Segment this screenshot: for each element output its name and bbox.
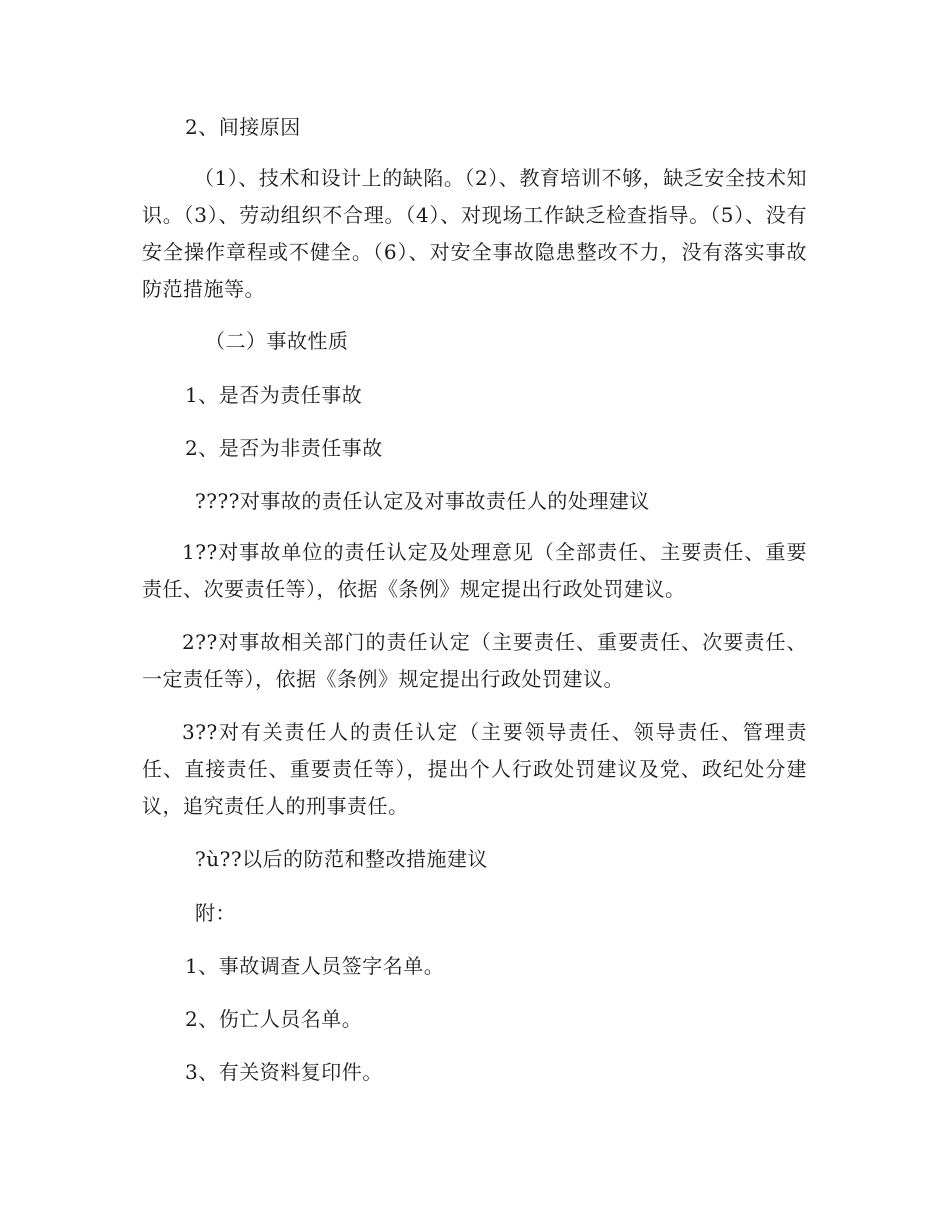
nature-heading: （二）事故性质 (205, 329, 349, 353)
responsibility-item-2: 2??对事故相关部门的责任认定（主要责任、重要责任、次要责任、一定责任等），依据《条例》规定提出行政处罚建议。 (142, 630, 807, 691)
appendix-item-3: 3、有关资料复印件。 (185, 1060, 383, 1084)
responsibility-item-3: 3??对有关责任人的责任认定（主要领导责任、领导责任、管理责任、直接责任、重要责任等），提出个人行政处罚建议及党、政纪处分建议，追究责任人的刑事责任。 (142, 720, 807, 818)
nature-item-2: 2、是否为非责任事故 (185, 436, 383, 460)
indirect-cause-heading: 2、间接原因 (185, 115, 301, 139)
appendix-heading: 附： (195, 901, 236, 925)
responsibility-item-1: 1??对事故单位的责任认定及处理意见（全部责任、主要责任、重要责任、次要责任等），依据《条例》规定提出行政处罚建议。 (142, 540, 807, 601)
indirect-cause-list: （1）、技术和设计上的缺陷。（2）、教育培训不够，缺乏安全技术知识。（3）、劳动组织不合理。（4）、对现场工作缺乏检查指导。（5）、没有安全操作章程或不健全。（6）、对安全事故隐患整改不力，没有落实事故防范措施等。 (142, 166, 807, 301)
prevention-heading: ?ù??以后的防范和整改措施建议 (195, 847, 489, 871)
appendix-item-1: 1、事故调查人员签字名单。 (185, 954, 445, 978)
responsibility-heading: ????对事故的责任认定及对事故责任人的处理建议 (195, 489, 650, 513)
nature-item-1: 1、是否为责任事故 (185, 383, 363, 407)
appendix-item-2: 2、伤亡人员名单。 (185, 1007, 363, 1031)
